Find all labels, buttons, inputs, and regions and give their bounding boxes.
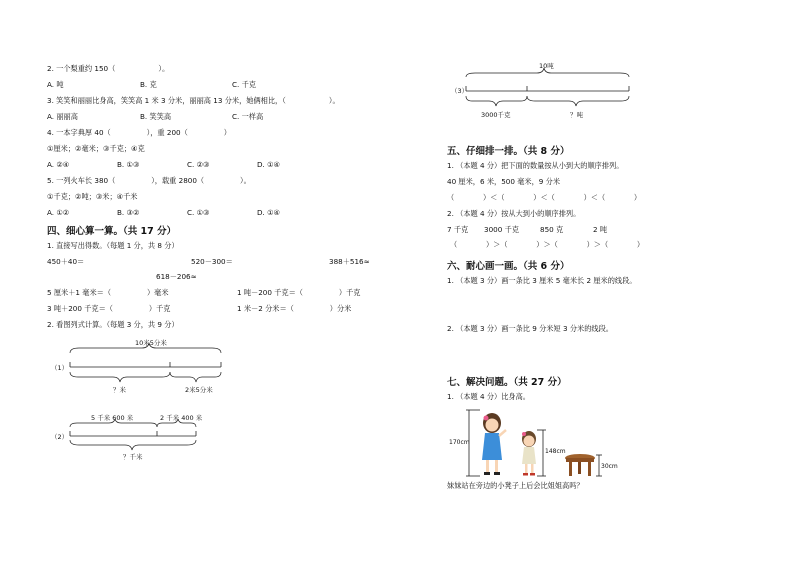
diagram3-right-brace bbox=[527, 96, 629, 106]
sec4-part1-instruction: 1. 直接写出得数。（每题 1 分，共 8 分） bbox=[47, 241, 179, 250]
stool-icon bbox=[565, 454, 595, 476]
q5-option-a[interactable]: A. ①② bbox=[47, 208, 70, 217]
diagram3-label: （3） bbox=[451, 87, 469, 95]
younger-sister-icon bbox=[522, 431, 536, 476]
diagram3-left-brace bbox=[466, 96, 527, 106]
sec5-q1-instruction: 1. （本题 4 分）把下面的数量按从小到大的顺序排列。 bbox=[447, 161, 624, 170]
sec5-q2-answer-blanks[interactable]: （ ）＞（ ）＞（ ）＞（ ） bbox=[450, 240, 645, 249]
section-4-title: 四、细心算一算。（共 17 分） bbox=[47, 226, 177, 237]
diagram1-left-brace bbox=[70, 372, 170, 382]
diagram2-bottom-brace bbox=[70, 440, 196, 450]
diagram1-top-label: 10米5分米 bbox=[135, 339, 167, 347]
diagram1-label: （1） bbox=[51, 364, 69, 372]
sec5-q1-items: 40 厘米，6 米，500 毫米，9 分米 bbox=[447, 177, 561, 186]
height-148-label: 148cm bbox=[545, 448, 566, 455]
convert-cm-mm: 5 厘米＋1 毫米＝（ ）毫米 bbox=[47, 288, 169, 297]
q4-stem: 4. 一本字典厚 40（ ），重 200（ ） bbox=[47, 128, 231, 137]
q2-option-c[interactable]: C. 千克 bbox=[232, 80, 256, 89]
calc-450-40: 450＋40＝ bbox=[47, 257, 85, 266]
sec5-q1-answer-blanks[interactable]: （ ）＜（ ）＜（ ）＜（ ） bbox=[447, 193, 642, 202]
segment-diagram-1 bbox=[45, 336, 235, 398]
calc-388-516: 388＋516≈ bbox=[329, 257, 370, 266]
diagram2-label: （2） bbox=[51, 433, 69, 441]
diagram2-right-top-label: 2 千米 400 米 bbox=[160, 414, 203, 422]
q3-option-c[interactable]: C. 一样高 bbox=[232, 112, 264, 121]
q2-option-a[interactable]: A. 吨 bbox=[47, 80, 64, 89]
q5-units: ①千克；②吨；③米；④千米 bbox=[47, 192, 138, 201]
q5-stem: 5. 一列火车长 380（ ），载重 2800（ ）。 bbox=[47, 176, 251, 185]
diagram2-bottom-label: ？千米 bbox=[123, 453, 143, 461]
section-5-title: 五、仔细排一排。（共 8 分） bbox=[447, 146, 570, 157]
older-sister-icon bbox=[482, 413, 506, 475]
q5-option-b[interactable]: B. ③② bbox=[117, 208, 140, 217]
q2-stem: 2. 一个梨重约 150（ ）。 bbox=[47, 64, 170, 73]
segment-diagram-3 bbox=[449, 60, 629, 122]
calc-520-300: 520－300＝ bbox=[191, 257, 233, 266]
sec4-part2-instruction: 2. 看图列式计算。（每题 3 分，共 9 分） bbox=[47, 320, 179, 329]
sec5-q2-item-3: 850 克 bbox=[540, 225, 564, 234]
sec6-q1: 1. （本题 3 分）画一条比 3 厘米 5 毫米长 2 厘米的线段。 bbox=[447, 276, 637, 285]
q4-option-d[interactable]: D. ①④ bbox=[257, 160, 280, 169]
diagram3-top-label: 10吨 bbox=[539, 62, 554, 70]
diagram3-right-label: ？吨 bbox=[570, 111, 583, 119]
section-7-title: 七、解决问题。（共 27 分） bbox=[447, 377, 567, 388]
diagram1-right-brace bbox=[170, 372, 221, 382]
sec7-question: 妹妹站在旁边的小凳子上后会比姐姐高吗？ bbox=[447, 481, 584, 490]
q4-option-a[interactable]: A. ②④ bbox=[47, 160, 70, 169]
height-comparison-figure bbox=[447, 404, 622, 480]
convert-t-kg-2: 3 吨＋200 千克＝（ ）千克 bbox=[47, 304, 171, 313]
sec5-q2-item-1: 7 千克 bbox=[447, 225, 469, 234]
q4-units: ①厘米；②毫米；③千克；④克 bbox=[47, 144, 145, 153]
diagram1-unknown-label: ？米 bbox=[113, 386, 126, 394]
segment-diagram-2 bbox=[45, 410, 225, 462]
q2-option-b[interactable]: B. 克 bbox=[140, 80, 157, 89]
sec5-q2-item-4: 2 吨 bbox=[593, 225, 608, 234]
q3-stem: 3. 笑笑和丽丽比身高，笑笑高 1 米 3 分米，丽丽高 13 分米，她俩相比，（ ）。 bbox=[47, 96, 340, 105]
height-30-label: 30cm bbox=[601, 463, 618, 470]
sec7-q1: 1. （本题 4 分）比身高。 bbox=[447, 392, 530, 401]
q4-option-c[interactable]: C. ②③ bbox=[187, 160, 210, 169]
section-6-title: 六、耐心画一画。（共 6 分） bbox=[447, 261, 570, 272]
q4-option-b[interactable]: B. ①③ bbox=[117, 160, 140, 169]
sec5-q2-item-2: 3000 千克 bbox=[484, 225, 519, 234]
diagram3-left-label: 3000千克 bbox=[481, 111, 511, 119]
calc-618-206: 618－206≈ bbox=[156, 272, 197, 281]
q3-option-b[interactable]: B. 笑笑高 bbox=[140, 112, 172, 121]
diagram2-left-top-label: 5 千米 600 米 bbox=[91, 414, 134, 422]
sec6-q2: 2. （本题 3 分）画一条比 9 分米短 3 分米的线段。 bbox=[447, 324, 613, 333]
diagram1-right-label: 2米5分米 bbox=[185, 386, 213, 394]
q5-option-d[interactable]: D. ①④ bbox=[257, 208, 280, 217]
q5-option-c[interactable]: C. ①③ bbox=[187, 208, 210, 217]
convert-m-dm: 1 米－2 分米＝（ ）分米 bbox=[237, 304, 352, 313]
q3-option-a[interactable]: A. 丽丽高 bbox=[47, 112, 78, 121]
height-170-label: 170cm bbox=[449, 439, 470, 446]
sec5-q2-instruction: 2. （本题 4 分）按从大到小的顺序排列。 bbox=[447, 209, 581, 218]
convert-t-kg: 1 吨－200 千克＝（ ）千克 bbox=[237, 288, 361, 297]
